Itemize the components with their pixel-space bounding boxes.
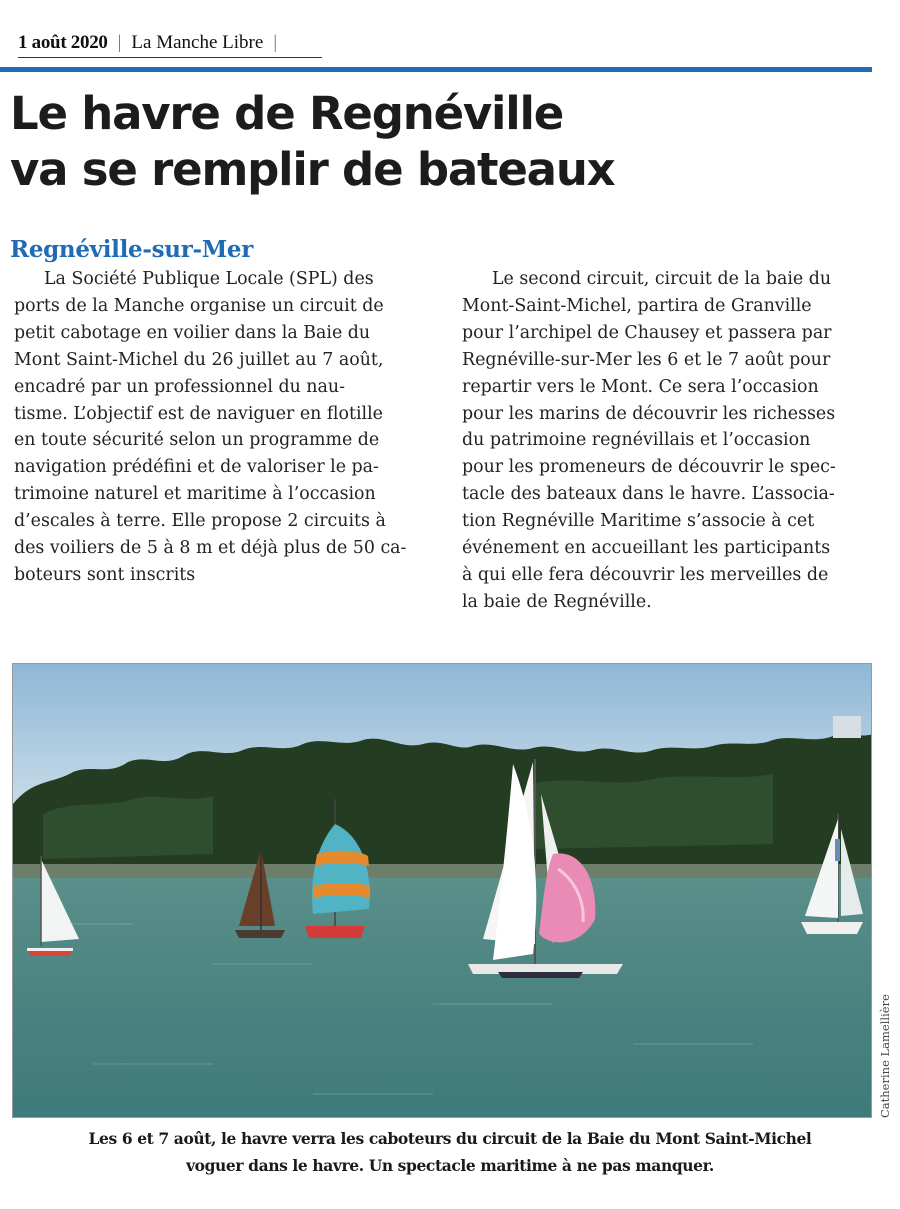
caption-line: Les 6 et 7 août, le havre verra les caboteurs du circuit de la Baie du Mont Saint-Michel [88,1129,812,1148]
masthead-underline [18,57,322,58]
article-line: tion Regnéville Maritime s’associe à cet [462,511,815,532]
article-line: Regnéville-sur-Mer les 6 et le 7 août pour [462,349,831,370]
newspaper-name: La Manche Libre [131,32,264,53]
article-line: Mont-Saint-Michel, partira de Granville [462,295,812,316]
article-line: pour les promeneurs de découvrir le spec- [462,457,836,478]
masthead [18,28,287,58]
article-line: Mont Saint-Michel du 26 juillet au 7 août, [14,349,384,370]
article-line: petit cabotage en voilier dans la Baie du [14,322,371,343]
distant-building [833,716,861,738]
masthead-separator: | [117,32,122,53]
article-line: d’escales à terre. Elle propose 2 circuits à [14,511,386,532]
article-line: du patrimoine regnévillais et l’occasion [462,430,811,451]
caption-line: voguer dans le havre. Un spectacle maritime à ne pas manquer. [186,1156,714,1175]
photo-caption [40,1125,860,1179]
article-column-right [462,266,874,616]
masthead-separator-end: | [273,32,278,53]
article-line: navigation prédéfini et de valoriser le pa- [14,457,379,478]
article-line: repartir vers le Mont. Ce sera l’occasion [462,376,819,397]
article-line: encadré par un professionnel du nau- [14,376,345,397]
article-column-left [14,266,426,589]
article-line: Le second circuit, circuit de la baie du [492,269,832,289]
article-line: boteurs sont inscrits [14,564,196,585]
headline-line: Le havre de Regnéville [10,87,564,140]
article-line: à qui elle fera découvrir les merveilles de [462,564,829,585]
dateline: Regnéville-sur-Mer [10,236,254,263]
article-line: la baie de Regnéville. [462,591,652,612]
issue-date: 1 août 2020 [18,32,108,53]
section-rule [0,67,872,72]
article-photo [12,663,872,1118]
sailboats-photo-illustration [13,664,872,1118]
article-line: La Société Publique Locale (SPL) des [44,269,374,289]
article-line: trimoine naturel et maritime à l’occasion [14,484,376,505]
article-line: ports de la Manche organise un circuit de [14,295,384,316]
article-line: tacle des bateaux dans le havre. L’associa- [462,484,835,505]
article-line: des voiliers de 5 à 8 m et déjà plus de 50 ca- [14,538,407,559]
water [13,878,872,1118]
article-line: pour l’archipel de Chausey et passera par [462,322,832,343]
article-line: tisme. L’objectif est de naviguer en flotille [14,403,383,424]
photo-credit: Catherine Lamellière [878,994,892,1118]
headline-line: va se remplir de bateaux [10,143,615,196]
article-headline [10,86,870,198]
article-line: en toute sécurité selon un programme de [14,430,380,451]
article-line: événement en accueillant les participants [462,538,831,559]
article-line: pour les marins de découvrir les richesses [462,403,836,424]
